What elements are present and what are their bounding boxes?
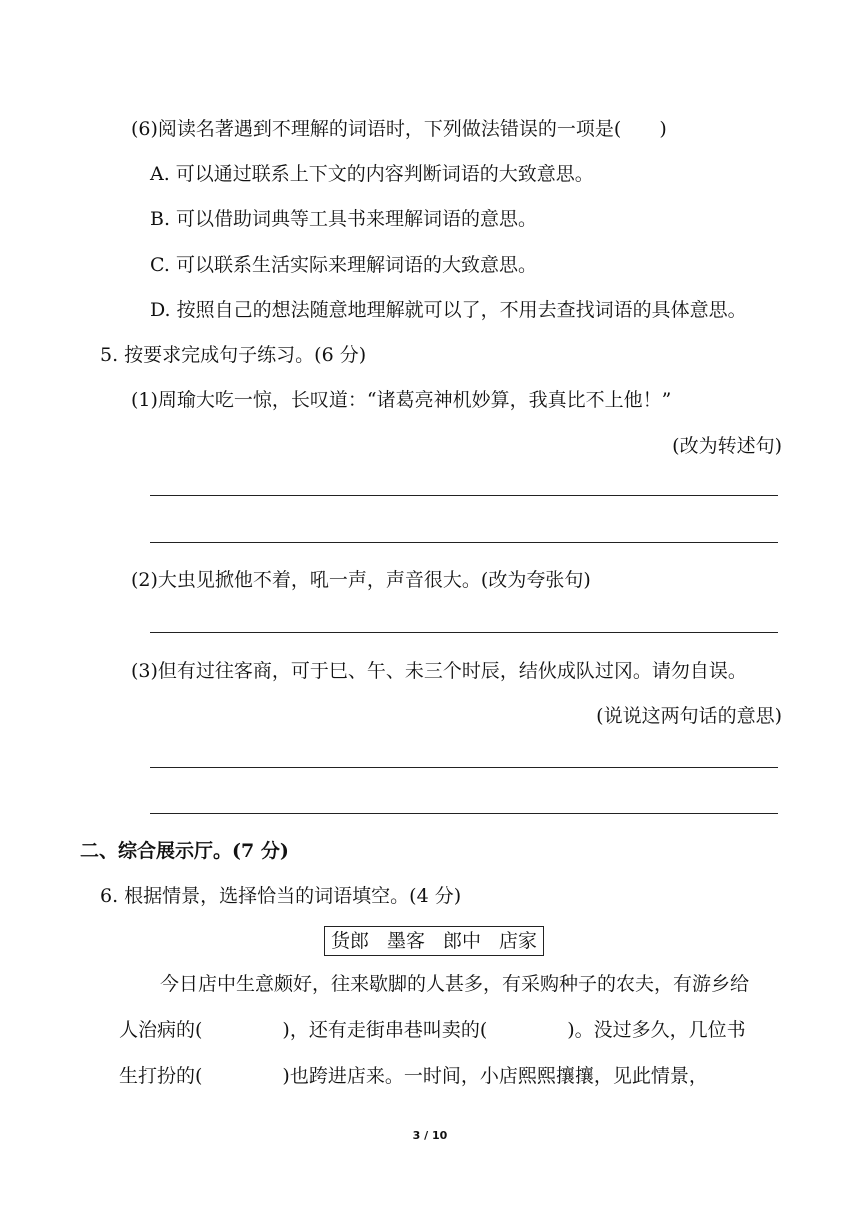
q5-sentence-1: (1)周瑜大吃一惊，长叹道：“诸葛亮神机妙算，我真比不上他！” [131, 389, 672, 411]
passage-text: )。没过多久，几位书 [567, 1019, 746, 1041]
passage-text: 生打扮的( [119, 1065, 203, 1087]
page-number: 3 / 10 [412, 1129, 448, 1142]
q4-6-stem: (6)阅读名著遇到不理解的词语时，下列做法错误的一项是( ) [131, 118, 667, 140]
answer-line[interactable] [150, 767, 778, 768]
answer-line[interactable] [150, 813, 778, 814]
q5-sentence-2: (2)大虫见掀他不着，吼一声，声音很大。(改为夸张句) [131, 569, 591, 591]
answer-line[interactable] [150, 542, 778, 543]
section-2-title: 二、综合展示厅。(7 分) [80, 840, 289, 862]
q5-sentence-1-requirement: (改为转述句) [672, 435, 782, 457]
q5-sentence-3: (3)但有过往客商，可于巳、午、未三个时辰，结伙成队过冈。请勿自误。 [131, 660, 747, 682]
word-bank-item: 店家 [499, 930, 538, 952]
word-bank-item: 货郎 [331, 930, 370, 952]
word-bank-item: 郎中 [443, 930, 482, 952]
q5-sentence-3-requirement: (说说这两句话的意思) [596, 705, 782, 727]
q4-6-option-d: D. 按照自己的想法随意地理解就可以了，不用去查找词语的具体意思。 [150, 299, 747, 321]
q6-passage-line-3 [119, 1064, 708, 1088]
q6-title: 6. 根据情景，选择恰当的词语填空。(4 分) [100, 885, 462, 907]
passage-text: 人治病的( [119, 1019, 203, 1041]
passage-text: )，还有走街串巷叫卖的( [282, 1019, 488, 1041]
q4-6-option-a: A. 可以通过联系上下文的内容判断词语的大致意思。 [150, 163, 594, 185]
answer-line[interactable] [150, 495, 778, 496]
q4-6-option-b: B. 可以借助词典等工具书来理解词语的意思。 [150, 208, 538, 230]
q4-6-option-c: C. 可以联系生活实际来理解词语的大致意思。 [150, 254, 537, 276]
passage-text: )也跨进店来。一时间，小店熙熙攘攘，见此情景， [282, 1065, 708, 1087]
answer-line[interactable] [150, 632, 778, 633]
q6-passage-line-1: 今日店中生意颇好，往来歇脚的人甚多，有采购种子的农夫，有游乡给 [160, 973, 750, 995]
q6-passage-line-2 [119, 1018, 746, 1042]
word-bank [324, 926, 544, 956]
word-bank-item: 墨客 [387, 930, 426, 952]
q5-title: 5. 按要求完成句子练习。(6 分) [100, 344, 367, 366]
